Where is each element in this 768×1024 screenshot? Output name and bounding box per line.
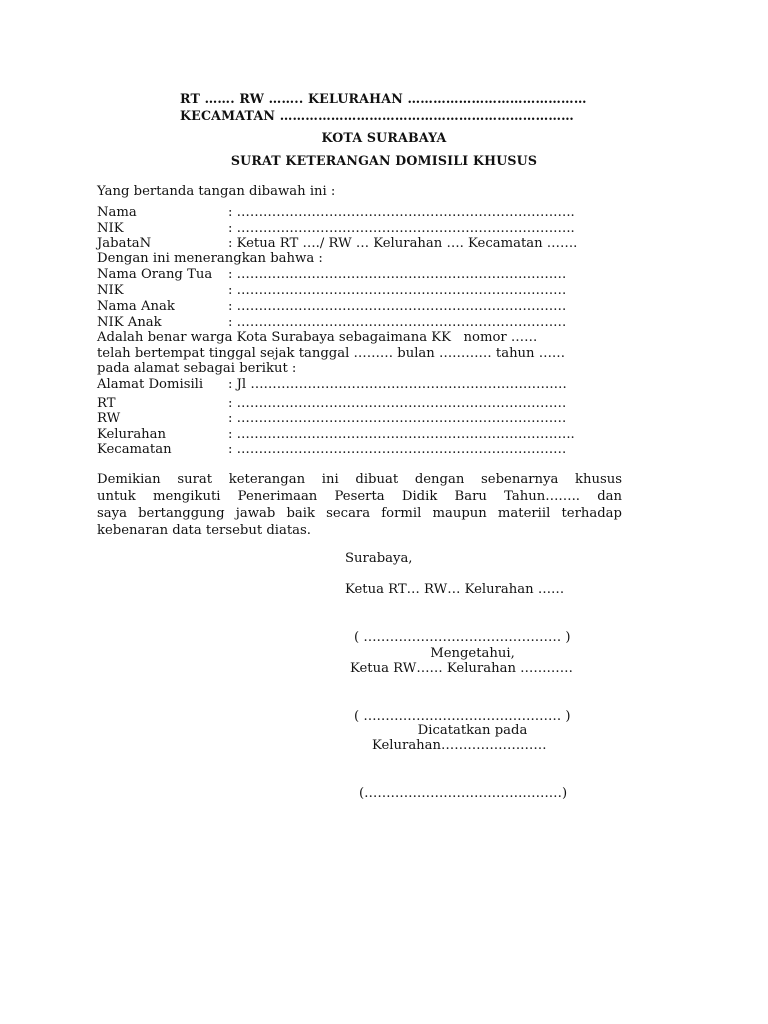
field-label: NIK Anak <box>97 315 162 330</box>
header-line-2: KECAMATAN …………………………………………………………… <box>180 108 574 123</box>
field-label: Kecamatan <box>97 442 172 457</box>
field-label: JabataN <box>97 236 152 251</box>
field-label: Nama Anak <box>97 299 175 314</box>
rw-signatory-title: Ketua RW…… Kelurahan ………… <box>350 661 573 676</box>
header-line-1: RT ……. RW …….. KELURAHAN …………………………………… <box>180 91 587 106</box>
field-value: : ………………………………………………………………… <box>228 299 567 314</box>
city-heading: KOTA SURABAYA <box>321 130 447 145</box>
statement-line-3: pada alamat sebagai berikut : <box>97 361 297 376</box>
rt-signatory-title: Ketua RT… RW… Kelurahan …… <box>345 582 565 597</box>
statement-line-1: Adalah benar warga Kota Surabaya sebagaimana KK nomor …… <box>97 330 538 345</box>
rt-signature-blank: ( ……………………………………… ) <box>354 630 571 645</box>
address-value: : Jl ……………………………………………………………… <box>228 377 567 392</box>
closing-line-3: saya bertanggung jawab baik secara formil maupun materiil terhadap <box>97 506 622 521</box>
closing-line-4: kebenaran data tersebut diatas. <box>97 523 311 538</box>
recorded-label: Dicatatkan pada <box>417 723 528 738</box>
address-label: Alamat Domisili <box>97 377 204 392</box>
field-value: : ………………………………………………………………….. <box>228 205 575 220</box>
closing-line-2: untuk mengikuti Penerimaan Peserta Didik Baru Tahun…….. dan <box>97 489 622 504</box>
kelurahan-title: Kelurahan…………………… <box>372 738 547 753</box>
document-title: SURAT KETERANGAN DOMISILI KHUSUS <box>230 153 538 168</box>
field-value: : ………………………………………………………………… <box>228 267 567 282</box>
field-value: : ………………………………………………………………… <box>228 396 567 411</box>
field-label: NIK <box>97 283 124 298</box>
intro-text: Yang bertanda tangan dibawah ini : <box>97 184 336 199</box>
rw-signature-blank: ( ……………………………………… ) <box>354 709 571 724</box>
field-label: RW <box>97 411 121 426</box>
field-label: Kelurahan <box>97 427 167 442</box>
field-label: Nama Orang Tua <box>97 267 213 282</box>
closing-line-1: Demikian surat keterangan ini dibuat dengan sebenarnya khusus <box>97 472 622 487</box>
field-label: RT <box>97 396 116 411</box>
field-value: : ………………………………………………………………… <box>228 315 567 330</box>
field-value: : ………………………………………………………………….. <box>228 221 575 236</box>
acknowledged-label: Mengetahui, <box>430 646 515 661</box>
field-label: Nama <box>97 205 137 220</box>
field-value: : ………………………………………………………………….. <box>228 427 575 442</box>
field-label: NIK <box>97 221 124 236</box>
field-value: : ………………………………………………………………… <box>228 283 567 298</box>
statement-line-2: telah bertempat tinggal sejak tanggal ……… bulan ………… tahun …… <box>97 346 566 361</box>
kelurahan-signature-blank: (………………………………………) <box>359 786 568 801</box>
field-value: : Ketua RT …./ RW … Kelurahan …. Kecamatan ……. <box>228 236 578 251</box>
field-value: : ………………………………………………………………… <box>228 442 567 457</box>
declares-text: Dengan ini menerangkan bahwa : <box>97 251 323 266</box>
field-value: : ………………………………………………………………… <box>228 411 567 426</box>
signature-place: Surabaya, <box>345 551 413 566</box>
